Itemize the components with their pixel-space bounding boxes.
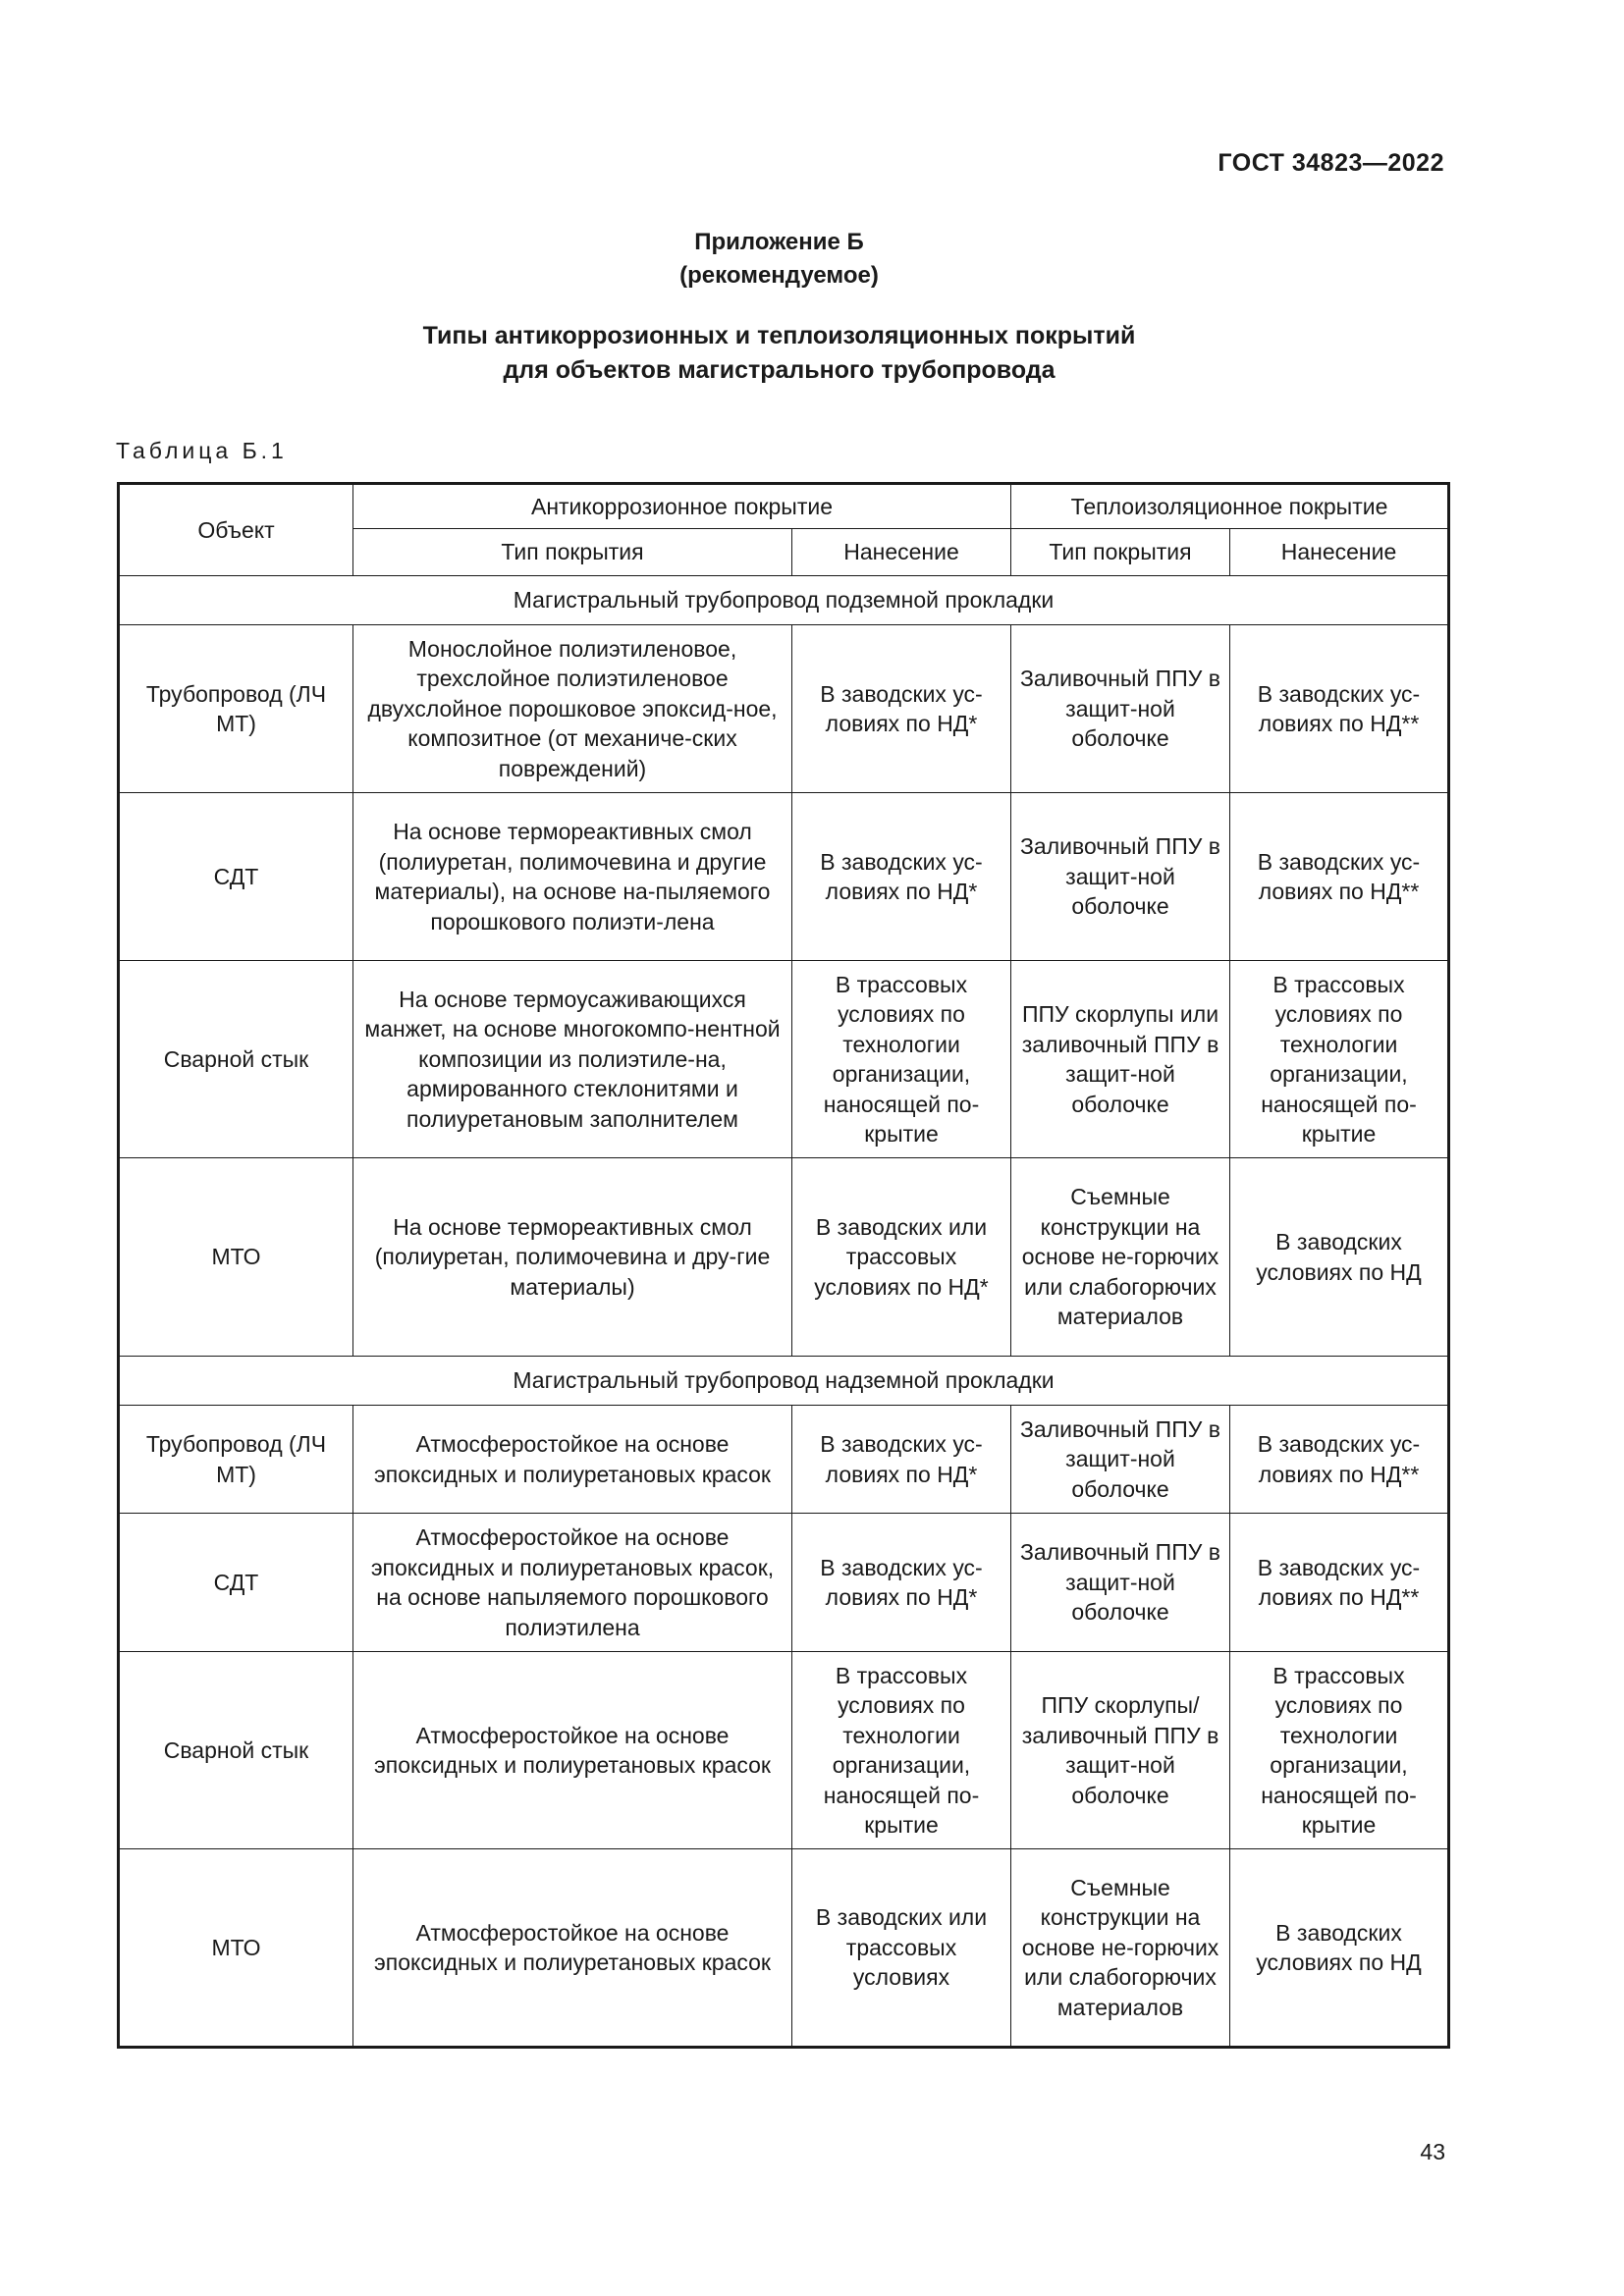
table-row: [119, 625, 1449, 793]
cell-object: Сварной стык: [119, 961, 353, 1158]
header-object: Объект: [119, 484, 353, 576]
table-row: [119, 1849, 1449, 2048]
cell-th-type: Съемные конструкции на основе не-горючих или слабогорючих материалов: [1011, 1158, 1230, 1357]
cell-object: СДТ: [119, 1514, 353, 1652]
table-row: [119, 793, 1449, 961]
cell-th-application: В заводских ус-ловиях по НД**: [1230, 1406, 1449, 1514]
header-th-type: Тип покрытия: [1011, 529, 1230, 576]
cell-th-type: Заливочный ППУ в защит-ной оболочке: [1011, 793, 1230, 961]
section-title-underground: Магистральный трубопровод подземной прокладки: [119, 576, 1449, 625]
cell-ac-type: На основе термореактивных смол (полиуретан, полимочевина и дру-гие материалы): [353, 1158, 792, 1357]
document-heading: [0, 319, 1558, 388]
section-title-aboveground: Магистральный трубопровод надземной прокладки: [119, 1357, 1449, 1406]
cell-ac-type: На основе термоусаживающихся манжет, на основе многокомпо-нентной композиции из полиэтиле-на, армированного стеклонитями и полиуретановым заполнителем: [353, 961, 792, 1158]
cell-th-type: Заливочный ППУ в защит-ной оболочке: [1011, 1514, 1230, 1652]
table-row: [119, 1652, 1449, 1849]
cell-ac-type: Атмосферостойкое на основе эпоксидных и полиуретановых красок, на основе напыляемого порошкового полиэтилена: [353, 1514, 792, 1652]
cell-ac-type: Атмосферостойкое на основе эпоксидных и полиуретановых красок: [353, 1406, 792, 1514]
header-ac-type: Тип покрытия: [353, 529, 792, 576]
page-number: 43: [1420, 2139, 1445, 2164]
table-caption: Таблица Б.1: [116, 438, 288, 463]
cell-ac-application: В заводских или трассовых условиях: [792, 1849, 1011, 2048]
cell-th-application: В заводских ус-ловиях по НД**: [1230, 1514, 1449, 1652]
cell-ac-type: Атмосферостойкое на основе эпоксидных и полиуретановых красок: [353, 1652, 792, 1849]
cell-object: МТО: [119, 1158, 353, 1357]
annex-heading: [0, 226, 1558, 293]
cell-th-application: В заводских условиях по НД: [1230, 1849, 1449, 2048]
cell-ac-type: Монослойное полиэтиленовое, трехслойное полиэтиленовое двухслойное порошковое эпоксид-ное, композитное (от механиче-ских повреждений): [353, 625, 792, 793]
cell-th-type: ППУ скорлупы/ заливочный ППУ в защит-ной оболочке: [1011, 1652, 1230, 1849]
cell-object: СДТ: [119, 793, 353, 961]
table-row: [119, 961, 1449, 1158]
heading-line-1: Типы антикоррозионных и теплоизоляционных покрытий: [422, 322, 1136, 349]
heading-line-2: для объектов магистрального трубопровода: [503, 356, 1056, 384]
standard-number: ГОСТ 34823—2022: [1218, 149, 1444, 177]
cell-th-type: Съемные конструкции на основе не-горючих или слабогорючих материалов: [1011, 1849, 1230, 2048]
cell-ac-type: Атмосферостойкое на основе эпоксидных и полиуретановых красок: [353, 1849, 792, 2048]
cell-ac-application: В заводских ус-ловиях по НД*: [792, 1406, 1011, 1514]
cell-ac-application: В трассовых условиях по технологии организации, наносящей по-крытие: [792, 1652, 1011, 1849]
cell-ac-type: На основе термореактивных смол (полиуретан, полимочевина и другие материалы), на основе на-пыляемого порошкового полиэти-лена: [353, 793, 792, 961]
cell-ac-application: В заводских или трассовых условиях по НД*: [792, 1158, 1011, 1357]
annex-status: (рекомендуемое): [679, 262, 879, 289]
annex-title: Приложение Б: [694, 229, 864, 255]
header-ac-application: Нанесение: [792, 529, 1011, 576]
cell-object: Сварной стык: [119, 1652, 353, 1849]
cell-th-type: Заливочный ППУ в защит-ной оболочке: [1011, 625, 1230, 793]
cell-th-application: В заводских ус-ловиях по НД**: [1230, 625, 1449, 793]
header-thermal-insulation: Теплоизоляционное покрытие: [1011, 484, 1449, 529]
cell-th-application: В трассовых условиях по технологии организации, наносящей по-крытие: [1230, 961, 1449, 1158]
cell-ac-application: В заводских ус-ловиях по НД*: [792, 1514, 1011, 1652]
cell-th-application: В заводских условиях по НД: [1230, 1158, 1449, 1357]
cell-ac-application: В трассовых условиях по технологии организации, наносящей по-крытие: [792, 961, 1011, 1158]
table-row: [119, 1158, 1449, 1357]
header-anticorrosion: Антикоррозионное покрытие: [353, 484, 1011, 529]
cell-th-application: В трассовых условиях по технологии организации, наносящей по-крытие: [1230, 1652, 1449, 1849]
cell-th-type: Заливочный ППУ в защит-ной оболочке: [1011, 1406, 1230, 1514]
cell-ac-application: В заводских ус-ловиях по НД*: [792, 793, 1011, 961]
cell-object: Трубопровод (ЛЧ МТ): [119, 625, 353, 793]
cell-object: Трубопровод (ЛЧ МТ): [119, 1406, 353, 1514]
header-th-application: Нанесение: [1230, 529, 1449, 576]
cell-object: МТО: [119, 1849, 353, 2048]
cell-ac-application: В заводских ус-ловиях по НД*: [792, 625, 1011, 793]
coatings-table: [117, 482, 1450, 2049]
cell-th-application: В заводских ус-ловиях по НД**: [1230, 793, 1449, 961]
table-row: [119, 1406, 1449, 1514]
table-row: [119, 1514, 1449, 1652]
cell-th-type: ППУ скорлупы или заливочный ППУ в защит-ной оболочке: [1011, 961, 1230, 1158]
